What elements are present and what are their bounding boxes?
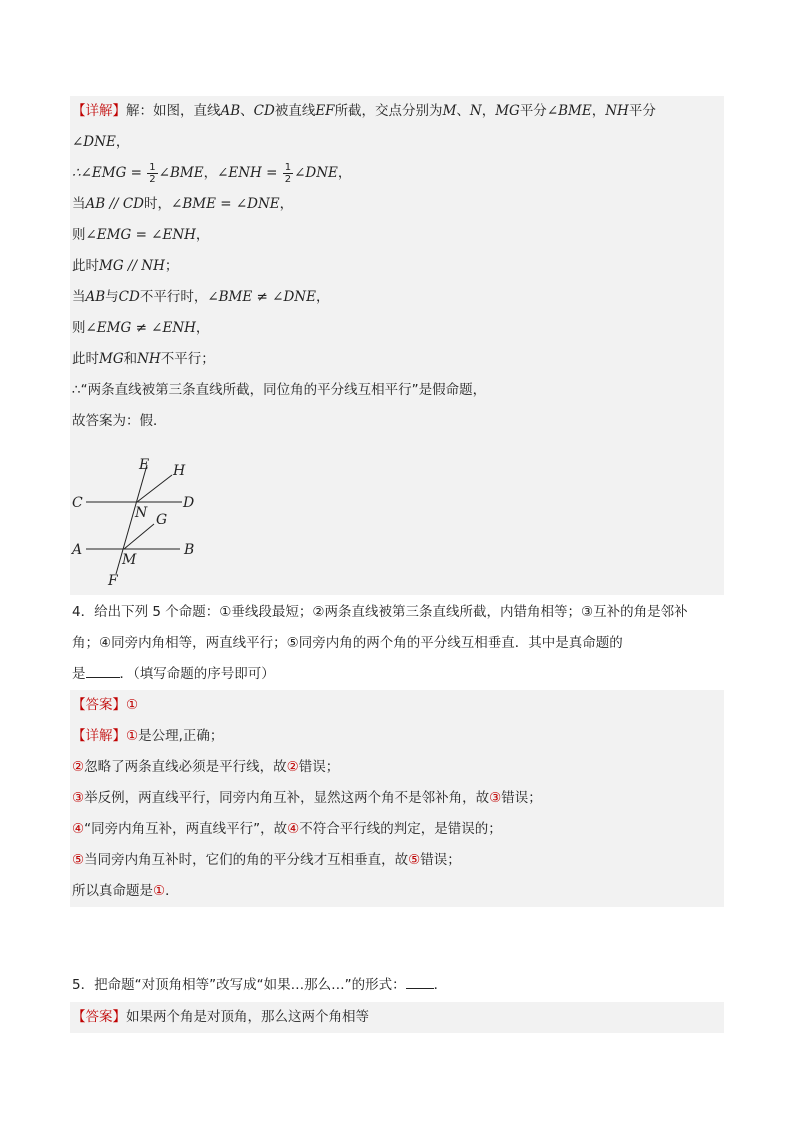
a4-detail-1: 【详解】①是公理,正确； <box>72 728 224 744</box>
answer-blank <box>86 663 120 678</box>
solution-line-1: 【详解】解：如图，直线AB、CD被直线EF所截，交点分别为M、N，MG平分∠BME，NH平分 <box>72 103 656 119</box>
label-a: A <box>72 542 83 558</box>
label-e: E <box>139 457 150 473</box>
solution-line-6: 此时MG // NH； <box>72 258 179 274</box>
q5-line-1: 5．把命题“对顶角相等”改写成“如果…那么…”的形式： ． <box>70 970 724 1001</box>
answer-blank-5 <box>406 974 434 989</box>
label-c: C <box>72 495 83 511</box>
a4-detail-6: 所以真命题是①． <box>72 883 179 899</box>
ray-nh <box>137 475 172 502</box>
geometry-figure <box>70 456 230 591</box>
q4-line-3: 是 ．（填写命题的序号即可） <box>70 659 724 690</box>
question-5 <box>70 970 724 1001</box>
answer-block-4 <box>70 690 724 907</box>
solution-line-11: 故答案为：假． <box>72 413 167 429</box>
a4-answer: 【答案】① <box>72 697 139 713</box>
label-b: B <box>184 542 195 558</box>
fraction-half-2: $\frac{1}{2}$ <box>284 161 292 185</box>
a4-detail-3: ③举反例，两直线平行，同旁内角互补，显然这两个角不是邻补角，故③错误； <box>72 790 542 806</box>
solution-line-5: 则∠EMG = ∠ENH， <box>72 227 210 243</box>
label-g: G <box>156 512 168 528</box>
answer-block-5 <box>70 1002 724 1033</box>
fraction-half: $\frac{1}{2}$ <box>149 161 156 185</box>
solution-line-8: 则∠EMG ≠ ∠ENH， <box>72 320 210 336</box>
solution-line-2: ∠DNE， <box>72 134 130 150</box>
a4-detail-4: ④“同旁内角互补，两直线平行”，故④不符合平行线的判定，是错误的； <box>72 821 502 837</box>
q4-line-2: 角；④同旁内角相等，两直线平行；⑤同旁内角的两个角的平分线互相垂直．其中是真命题的 <box>72 635 623 651</box>
ray-mg <box>124 524 154 549</box>
question-4 <box>70 597 724 690</box>
detail-tag: 【详解】 <box>72 103 126 119</box>
q4-line-1: 4．给出下列 5 个命题：①垂线段最短；②两条直线被第三条直线所截，内错角相等；③互补的角是邻补 <box>72 604 688 620</box>
label-d: D <box>183 495 195 511</box>
label-n: N <box>135 505 148 521</box>
solution-line-3: ∴∠EMG = $\frac{1}{2}$ ∠BME，∠ENH = $\frac{1}{2}$ ∠DNE， <box>72 161 352 185</box>
solution-line-4: 当AB // CD时，∠BME = ∠DNE， <box>72 196 294 212</box>
a4-detail-5: ⑤当同旁内角互补时，它们的角的平分线才互相垂直，故⑤错误； <box>72 852 461 868</box>
solution-line-10: ∴“两条直线被第三条直线所截，同位角的平分线互相平行”是假命题， <box>72 382 487 398</box>
label-h: H <box>173 463 186 479</box>
a4-detail-2: ②忽略了两条直线必须是平行线，故②错误； <box>72 759 340 775</box>
solution-line-7: 当AB与CD不平行时，∠BME ≠ ∠DNE， <box>72 289 330 305</box>
label-f: F <box>108 573 118 589</box>
a5-answer: 【答案】如果两个角是对顶角，那么这两个角相等 <box>72 1009 369 1025</box>
solution-block-3 <box>70 96 724 595</box>
solution-line-9: 此时MG和NH不平行； <box>72 351 215 367</box>
label-m: M <box>122 552 137 568</box>
